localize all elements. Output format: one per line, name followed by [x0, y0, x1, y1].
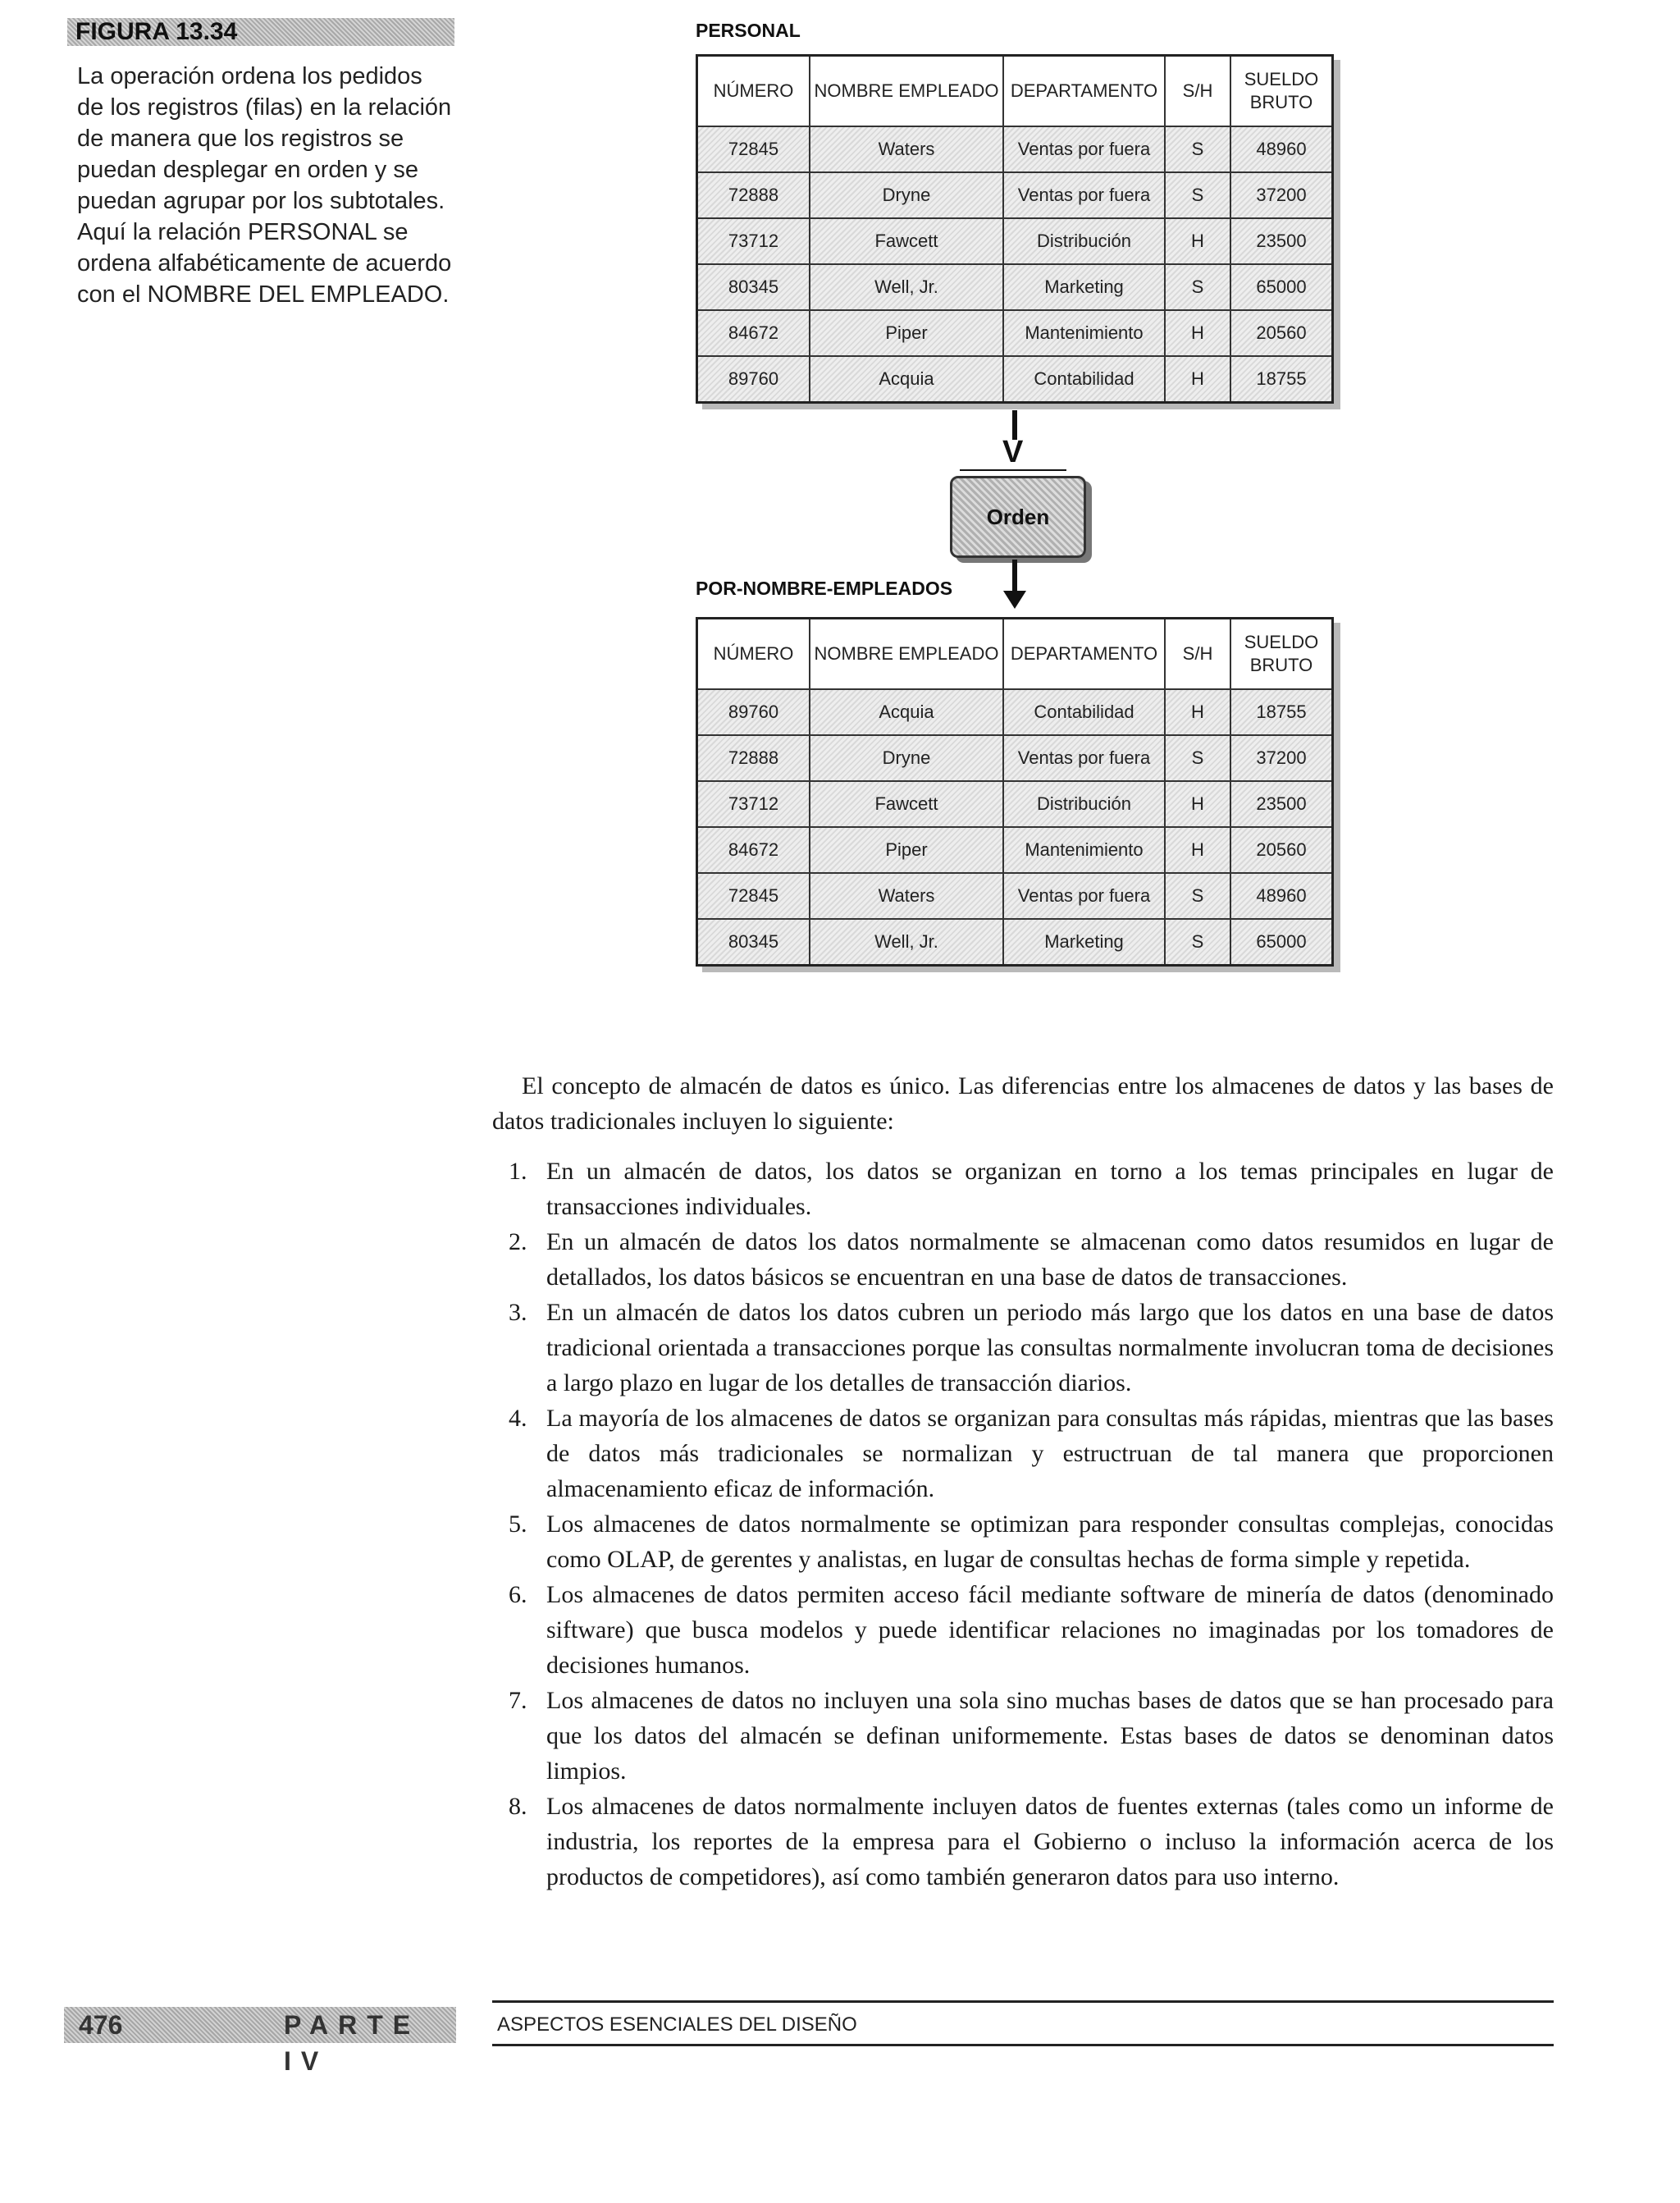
cell-departamento: Ventas por fuera: [1003, 873, 1165, 919]
column-header-departamento: DEPARTAMENTO: [1003, 56, 1165, 127]
table-header-row: [697, 619, 1333, 690]
personal-table: [696, 54, 1334, 404]
table-row: [697, 172, 1333, 218]
footer-rule-bottom: [492, 2044, 1554, 2046]
table-row: [697, 356, 1333, 403]
table-row: [697, 310, 1333, 356]
cell-nombre: Well, Jr.: [810, 264, 1003, 310]
list-number: 6.: [509, 1581, 527, 1608]
cell-numero: 89760: [697, 689, 810, 735]
list-number: 8.: [509, 1793, 527, 1820]
cell-nombre: Fawcett: [810, 781, 1003, 827]
list-item: [492, 1506, 1554, 1577]
body-text: [492, 1068, 1554, 1894]
cell-departamento: Distribución: [1003, 218, 1165, 264]
column-header-sueldo: SUELDO BRUTO: [1230, 56, 1333, 127]
list-item-text: Los almacenes de datos no incluyen una sola sino muchas bases de datos que se han procesado para que los datos del almacén se definan uniformemente. Estas bases de datos se denominan datos limpios.: [546, 1687, 1554, 1785]
cell-sueldo: 18755: [1230, 689, 1333, 735]
cell-departamento: Ventas por fuera: [1003, 735, 1165, 781]
table-header-row: [697, 56, 1333, 127]
cell-sh: H: [1165, 356, 1230, 403]
figure-caption: La operación ordena los pedidos de los registros (filas) en la relación de manera que los registros se puedan desplegar en orden y se puedan agrupar por los subtotales. Aquí la relación PERSONAL se ordena alfabéticamente de acuerdo con el NOMBRE DEL EMPLEADO.: [77, 63, 452, 308]
cell-sh: S: [1165, 735, 1230, 781]
list-item: [492, 1789, 1554, 1894]
cell-departamento: Contabilidad: [1003, 689, 1165, 735]
cell-sueldo: 65000: [1230, 919, 1333, 966]
table-row: [697, 264, 1333, 310]
list-item-text: La mayoría de los almacenes de datos se organizan para consultas más rápidas, mientras que las bases de datos más tradicionales se normalizan y estructruan de tal manera que proporcionen almacenamiento eficaz de información.: [546, 1405, 1554, 1502]
column-header-sh: S/H: [1165, 56, 1230, 127]
cell-sh: H: [1165, 827, 1230, 873]
cell-departamento: Marketing: [1003, 264, 1165, 310]
cell-sh: H: [1165, 218, 1230, 264]
list-item: [492, 1154, 1554, 1224]
cell-sh: S: [1165, 873, 1230, 919]
v-arrow-glyph: V: [1002, 435, 1024, 469]
cell-departamento: Mantenimiento: [1003, 827, 1165, 873]
cell-numero: 72845: [697, 873, 810, 919]
list-number: 3.: [509, 1299, 527, 1326]
table-row: [697, 735, 1333, 781]
list-item: [492, 1295, 1554, 1401]
cell-numero: 72845: [697, 126, 810, 172]
table-row: [697, 781, 1333, 827]
cell-departamento: Marketing: [1003, 919, 1165, 966]
list-number: 7.: [509, 1687, 527, 1714]
cell-sh: S: [1165, 919, 1230, 966]
table-row: [697, 919, 1333, 966]
part-label: PARTE IV: [284, 2010, 421, 2076]
column-header-departamento: DEPARTAMENTO: [1003, 619, 1165, 690]
cell-departamento: Distribución: [1003, 781, 1165, 827]
running-footer-title: ASPECTOS ESENCIALES DEL DISEÑO: [497, 2013, 857, 2036]
list-number: 5.: [509, 1511, 527, 1538]
cell-departamento: Ventas por fuera: [1003, 172, 1165, 218]
cell-sh: S: [1165, 126, 1230, 172]
cell-nombre: Waters: [810, 873, 1003, 919]
cell-numero: 73712: [697, 218, 810, 264]
cell-numero: 89760: [697, 356, 810, 403]
table-row: [697, 689, 1333, 735]
intro-paragraph: El concepto de almacén de datos es único. Las diferencias entre los almacenes de datos y las bases de datos tradicionales incluyen lo siguiente:: [492, 1072, 1554, 1135]
flow-arrow-shaft-bottom: [1012, 560, 1017, 592]
cell-sueldo: 23500: [1230, 218, 1333, 264]
column-header-sueldo: SUELDO BRUTO: [1230, 619, 1333, 690]
cell-nombre: Dryne: [810, 172, 1003, 218]
cell-departamento: Mantenimiento: [1003, 310, 1165, 356]
cell-sueldo: 23500: [1230, 781, 1333, 827]
cell-sh: S: [1165, 264, 1230, 310]
cell-numero: 80345: [697, 919, 810, 966]
list-item-text: Los almacenes de datos normalmente incluyen datos de fuentes externas (tales como un informe de industria, los reportes de la empresa para el Gobierno o incluso la información acerca de los productos de competidores), así como también generaron datos para uso interno.: [546, 1793, 1554, 1890]
list-item: [492, 1683, 1554, 1789]
cell-departamento: Ventas por fuera: [1003, 126, 1165, 172]
list-number: 2.: [509, 1228, 527, 1255]
page-number: 476: [79, 2010, 123, 2040]
cell-sueldo: 18755: [1230, 356, 1333, 403]
list-item: [492, 1224, 1554, 1295]
cell-nombre: Acquia: [810, 356, 1003, 403]
cell-nombre: Piper: [810, 827, 1003, 873]
list-item-text: Los almacenes de datos normalmente se optimizan para responder consultas complejas, conocidas como OLAP, de gerentes y analistas, en lugar de consultas hechas de forma simple y repetida.: [546, 1511, 1554, 1573]
cell-nombre: Acquia: [810, 689, 1003, 735]
personal-table-title: PERSONAL: [696, 20, 801, 41]
cell-sueldo: 37200: [1230, 172, 1333, 218]
cell-nombre: Fawcett: [810, 218, 1003, 264]
cell-sueldo: 65000: [1230, 264, 1333, 310]
cell-nombre: Well, Jr.: [810, 919, 1003, 966]
list-number: 1.: [509, 1158, 527, 1185]
list-item: [492, 1401, 1554, 1506]
cell-sueldo: 48960: [1230, 126, 1333, 172]
list-item: [492, 1577, 1554, 1683]
list-item-text: En un almacén de datos los datos normalmente se almacenan como datos resumidos en lugar de detallados, los datos básicos se encuentran en una base de datos de transacciones.: [546, 1228, 1554, 1291]
cell-numero: 73712: [697, 781, 810, 827]
list-number: 4.: [509, 1405, 527, 1432]
cell-sh: H: [1165, 310, 1230, 356]
cell-nombre: Waters: [810, 126, 1003, 172]
cell-sueldo: 37200: [1230, 735, 1333, 781]
list-item-text: En un almacén de datos, los datos se organizan en torno a los temas principales en lugar de transacciones individuales.: [546, 1158, 1554, 1220]
cell-sh: H: [1165, 689, 1230, 735]
table-row: [697, 873, 1333, 919]
cell-sueldo: 48960: [1230, 873, 1333, 919]
v-underline: [960, 469, 1066, 471]
column-header-sh: S/H: [1165, 619, 1230, 690]
footer-band: [64, 2007, 456, 2076]
figure-tag: FIGURA 13.34: [67, 18, 454, 46]
cell-numero: 72888: [697, 172, 810, 218]
footer-rule-top: [492, 2000, 1554, 2003]
cell-numero: 80345: [697, 264, 810, 310]
table-row: [697, 126, 1333, 172]
table-row: [697, 827, 1333, 873]
cell-numero: 84672: [697, 310, 810, 356]
sorted-table-title: POR-NOMBRE-EMPLEADOS: [696, 578, 953, 599]
cell-numero: 84672: [697, 827, 810, 873]
cell-sueldo: 20560: [1230, 310, 1333, 356]
cell-sueldo: 20560: [1230, 827, 1333, 873]
table-row: [697, 218, 1333, 264]
cell-nombre: Piper: [810, 310, 1003, 356]
column-header-nombre: NOMBRE EMPLEADO: [810, 619, 1003, 690]
cell-sh: S: [1165, 172, 1230, 218]
cell-departamento: Contabilidad: [1003, 356, 1165, 403]
list-item-text: En un almacén de datos los datos cubren un periodo más largo que los datos en una base de datos tradicional orientada a transacciones porque las consultas normalmente involucran toma de decisiones a largo plazo en lugar de los detalles de transacción diarios.: [546, 1299, 1554, 1396]
column-header-numero: NÚMERO: [697, 56, 810, 127]
cell-sh: H: [1165, 781, 1230, 827]
cell-numero: 72888: [697, 735, 810, 781]
column-header-numero: NÚMERO: [697, 619, 810, 690]
list-item-text: Los almacenes de datos permiten acceso fácil mediante software de minería de datos (denominado siftware) que busca modelos y puede identificar relaciones no imaginadas por los tomadores de decisiones humanos.: [546, 1581, 1554, 1679]
sorted-table: [696, 617, 1334, 967]
order-operation-box: Orden: [950, 476, 1086, 558]
differences-list: [492, 1154, 1554, 1894]
column-header-nombre: NOMBRE EMPLEADO: [810, 56, 1003, 127]
cell-nombre: Dryne: [810, 735, 1003, 781]
arrow-down-icon: [1003, 591, 1026, 609]
